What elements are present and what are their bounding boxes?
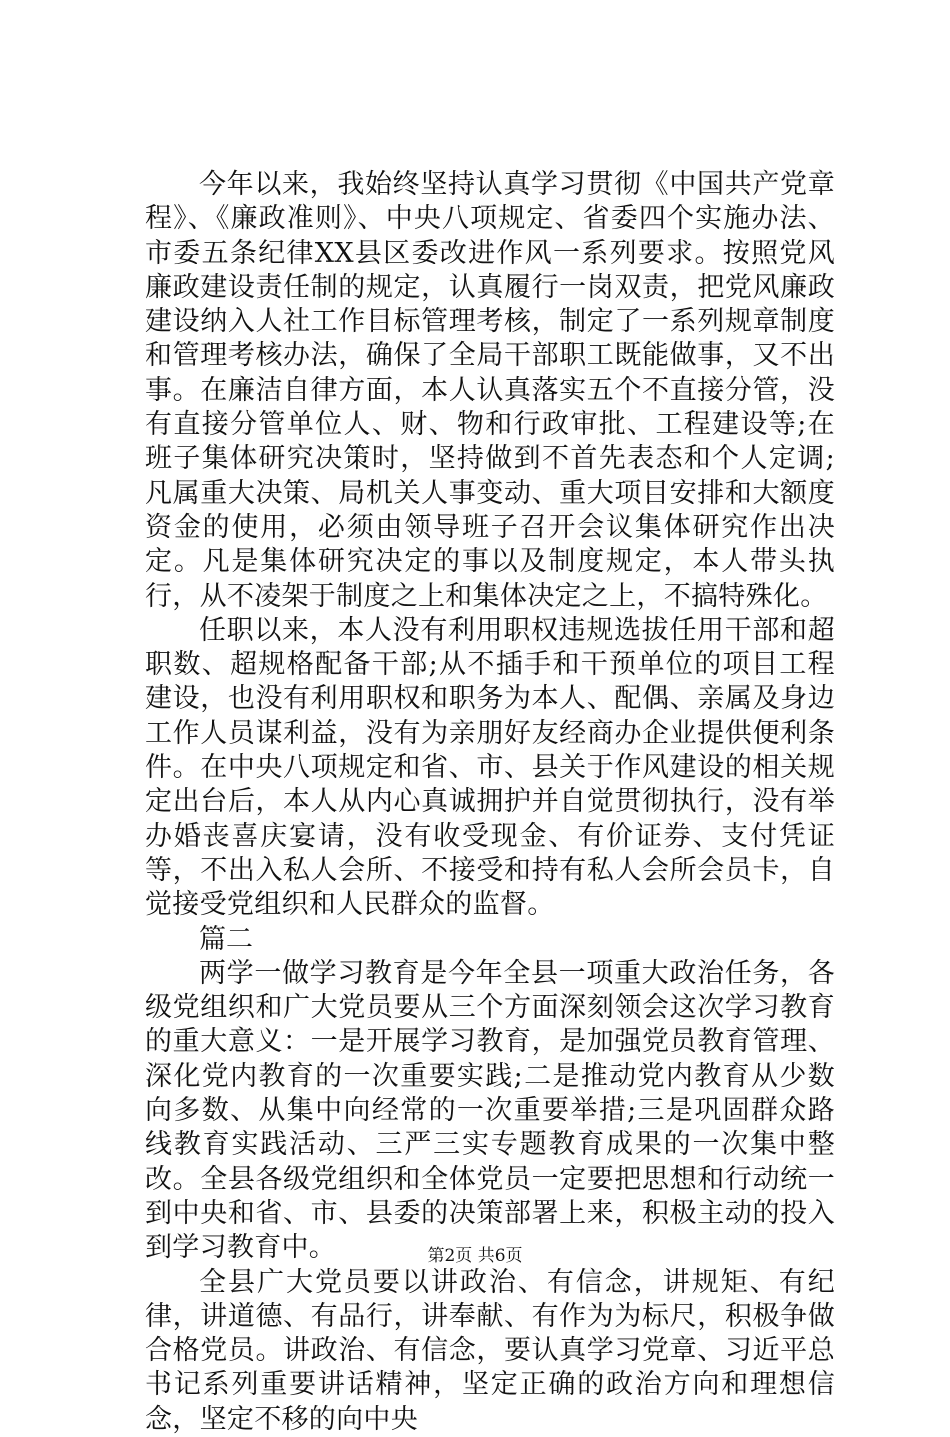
- paragraph-2: 任职以来，本人没有利用职权违规选拔任用干部和超职数、超规格配备干部;从不插手和干预单位的项目工程建设，也没有利用职权和职务为本人、配偶、亲属及身边工作人员谋利益，没有为亲朋好友经商办企业提供便利条件。在中央八项规定和省、市、县关于作风建设的相关规定出台后，本人从内心真诚拥护并自觉贯彻执行，没有举办婚丧喜庆宴请，没有收受现金、有价证券、支付凭证等，不出入私人会所、不接受和持有私人会所会员卡，自觉接受党组织和人民群众的监督。: [145, 614, 835, 921]
- page-number: 第2页 共6页: [427, 1246, 523, 1266]
- section-heading: 篇二: [199, 923, 253, 955]
- paragraph-3: 两学一做学习教育是今年全县一项重大政治任务，各级党组织和广大党员要从三个方面深刻领会这次学习教育的重大意义：一是开展学习教育，是加强党员教育管理、深化党内教育的一次重要实践;二是推动党内教育从少数向多数、从集中向经常的一次重要举措;三是巩固群众路线教育实践活动、三严三实专题教育成果的一次集中整改。全县各级党组织和全体党员一定要把思想和行动统一到中央和省、市、县委的决策部署上来，积极主动的投入到学习教育中。: [145, 957, 835, 1264]
- paragraph-4: 全县广大党员要以讲政治、有信念，讲规矩、有纪律，讲道德、有品行，讲奉献、有作为为标尺，积极争做合格党员。讲政治、有信念，要认真学习党章、习近平总书记系列重要讲话精神，坚定正确的政治方向和理想信念，坚定不移的向中央: [145, 1266, 835, 1435]
- paragraph-1: 今年以来，我始终坚持认真学习贯彻《中国共产党章程》、《廉政准则》、中央八项规定、省委四个实施办法、市委五条纪律XX县区委改进作风一系列要求。按照党风廉政建设责任制的规定，认真履行一岗双责，把党风廉政建设纳入人社工作目标管理考核，制定了一系列规章制度和管理考核办法，确保了全局干部职工既能做事，又不出事。在廉洁自律方面，本人认真落实五个不直接分管，没有直接分管单位人、财、物和行政审批、工程建设等;在班子集体研究决策时，坚持做到不首先表态和个人定调;凡属重大决策、局机关人事变动、重大项目安排和大额度资金的使用，必须由领导班子召开会议集体研究作出决定。凡是集体研究决定的事以及制度规定，本人带头执行，从不凌架于制度之上和集体决定之上，不搞特殊化。: [145, 169, 835, 612]
